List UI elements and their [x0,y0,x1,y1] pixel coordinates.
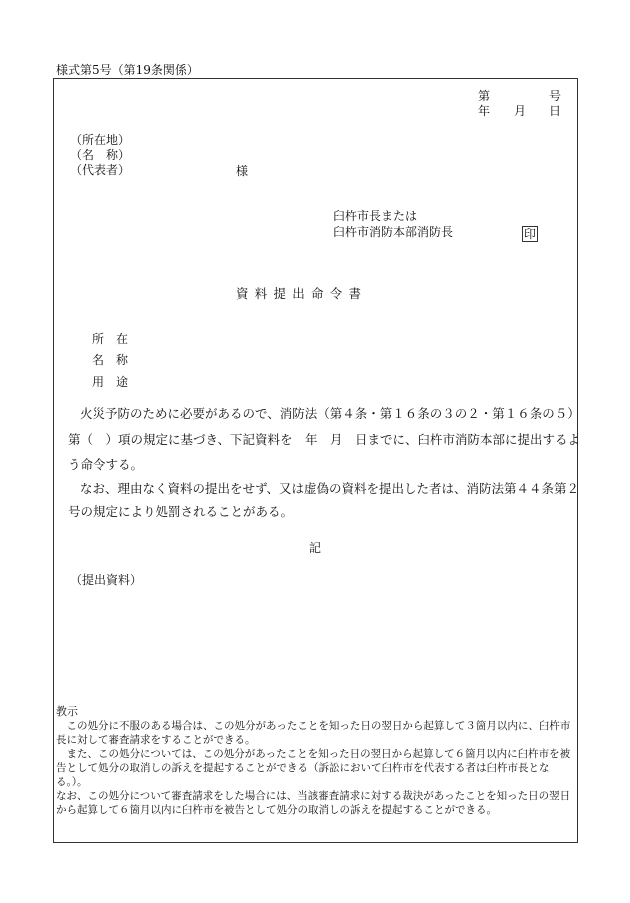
ki-mark: 記 [309,541,322,555]
submitted-materials-label: （提出資料） [70,573,143,587]
body-para2-line2: 号の規定により処罰されることがある。 [68,504,294,519]
form-label: 様式第5号（第19条関係） [56,63,199,77]
target-use-label: 用 途 [92,375,129,389]
recipient-name-label: （名 称） [70,148,131,162]
seal-text: 印 [524,227,537,241]
issuer-line2: 臼杵市消防本部消防長 [333,225,454,239]
notice-heading: 教示 [56,705,78,718]
body-para1-line1: 火災予防のために必要があるので、消防法（第４条・第１６条の３の２・第１６条の５） [80,406,580,421]
notice-paragraph-1: この処分に不服のある場合は、この処分があったことを知った日の翌日から起算して３箇月以内に、臼杵市長に対して審査請求をすることができる。 [56,720,571,746]
recipient-rep-label: （代表者） [70,163,131,177]
notice-paragraph-3: なお、この処分について審査請求をした場合には、当該審査請求に対する裁決があったことを知った日の翌日から起算して６箇月以内に臼杵市を被告として処分の取消しの訴えを提起することができる。 [56,790,571,816]
seal-mark [522,223,538,242]
doc-number-prefix: 第 [478,89,491,103]
target-name-label: 名 称 [92,353,129,367]
recipient-location-label: （所在地） [70,133,131,147]
issuer-line1: 臼杵市長または [333,209,418,223]
recipient-honorific: 様 [236,164,249,178]
body-para1-line2: 第（ ）項の規定に基づき、下記資料を 年 月 日までに、臼杵市消防本部に提出するよ [68,432,581,447]
notice-paragraph-2: また、この処分については、この処分があったことを知った日の翌日から起算して６箇月以内に臼杵市を被告として処分の取消しの訴えを提起することができる（訴訟において臼杵市を代表する者は臼杵市長となる。）。 [56,748,571,788]
body-para2-line1: なお、理由なく資料の提出をせず、又は虚偽の資料を提出した者は、消防法第４４条第２ [80,481,580,496]
date-year: 年 [478,104,491,118]
document-title: 資料提出命令書 [236,286,368,301]
doc-number-suffix: 号 [549,89,562,103]
target-location-label: 所 在 [92,332,129,346]
body-para1-line3: う命令する。 [68,457,144,472]
date-month: 月 [514,104,527,118]
date-day: 日 [549,104,562,118]
